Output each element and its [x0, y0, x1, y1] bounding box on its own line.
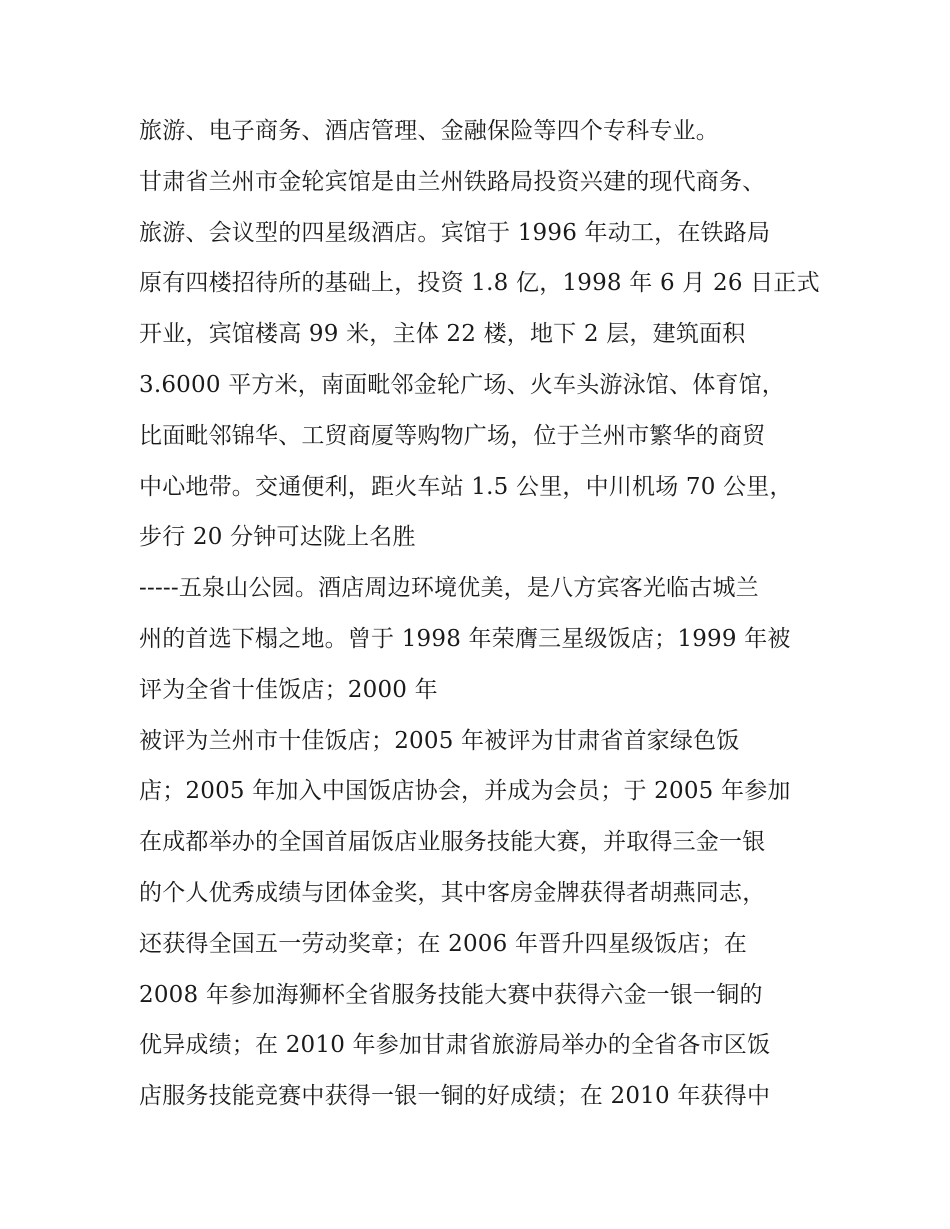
text-line: 的个人优秀成绩与团体金奖，其中客房金牌获得者胡燕同志，: [139, 879, 766, 906]
text-line: -----五泉山公园。酒店周边环境优美，是八方宾客光临古城兰: [139, 575, 759, 602]
text-line: 原有四楼招待所的基础上，投资 1.8 亿，1998 年 6 月 26 日正式: [139, 270, 820, 297]
text-line: 2008 年参加海狮杯全省服务技能大赛中获得六金一银一铜的: [139, 981, 763, 1008]
text-line: 比面毗邻锦华、工贸商厦等购物广场，位于兰州市繁华的商贸: [139, 422, 766, 449]
text-line: 甘肃省兰州市金轮宾馆是由兰州铁路局投资兴建的现代商务、: [139, 168, 766, 195]
text-line: 中心地带。交通便利，距火车站 1.5 公里，中川机场 70 公里，: [139, 473, 793, 500]
text-line: 开业，宾馆楼高 99 米，主体 22 楼，地下 2 层，建筑面积: [139, 321, 746, 348]
text-line: 评为全省十佳饭店；2000 年: [139, 676, 438, 703]
text-line: 优异成绩；在 2010 年参加甘肃省旅游局举办的全省各市区饭: [139, 1032, 771, 1059]
text-line: 在成都举办的全国首届饭店业服务技能大赛，并取得三金一银: [139, 829, 766, 856]
text-line: 店服务技能竞赛中获得一银一铜的好成绩；在 2010 年获得中: [139, 1083, 771, 1110]
text-line: 还获得全国五一劳动奖章；在 2006 年晋升四星级饭店；在: [139, 930, 747, 957]
text-line: 店；2005 年加入中国饭店协会，并成为会员；于 2005 年参加: [139, 778, 791, 805]
text-line: 州的首选下榻之地。曾于 1998 年荣膺三星级饭店；1999 年被: [139, 625, 791, 652]
text-line: 旅游、会议型的四星级酒店。宾馆于 1996 年动工，在铁路局: [139, 219, 771, 246]
text-line: 旅游、电子商务、酒店管理、金融保险等四个专科专业。: [139, 118, 719, 144]
body-text: [139, 106, 829, 1122]
text-line: 步行 20 分钟可达陇上名胜: [139, 524, 416, 551]
text-line: 被评为兰州市十佳饭店；2005 年被评为甘肃省首家绿色饭: [139, 727, 740, 754]
text-line: 3.6000 平方米，南面毗邻金轮广场、火车头游泳馆、体育馆，: [139, 371, 785, 398]
